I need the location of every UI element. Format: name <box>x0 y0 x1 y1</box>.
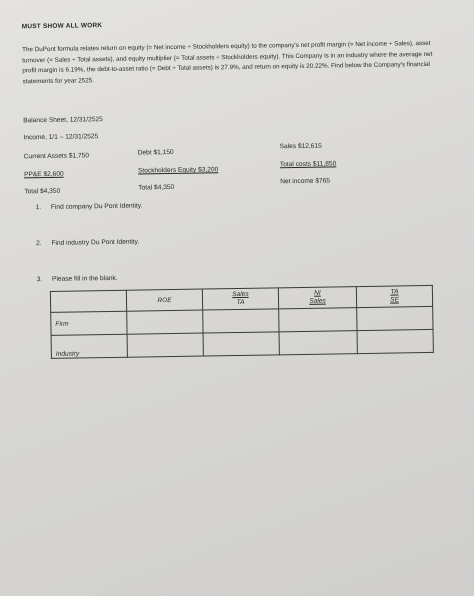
question-text: Find industry Du Pont Identity. <box>51 238 140 247</box>
question-number: 3. <box>36 276 43 284</box>
debt: Debt $1,150 <box>137 148 174 157</box>
ppe: PP&E $2,600 <box>23 170 64 179</box>
ni-over-sales-header <box>278 287 356 309</box>
sales: Sales $12,615 <box>279 142 322 151</box>
table-row <box>51 329 433 358</box>
fraction-numerator: NI <box>314 289 321 297</box>
blank-cell[interactable] <box>357 306 433 330</box>
fraction-denominator: TA <box>236 298 245 307</box>
fraction-denominator: SE <box>390 296 399 304</box>
total-liabilities-equity: Total $4,350 <box>138 183 175 192</box>
page-header: MUST SHOW ALL WORK <box>21 22 103 31</box>
income-statement-title: Income, 1/1 – 12/31/2525 <box>23 133 99 142</box>
blank-cell[interactable] <box>203 332 279 356</box>
blank-cell[interactable] <box>279 308 357 332</box>
blank-cell[interactable] <box>279 331 357 355</box>
blank-cell[interactable] <box>203 309 279 333</box>
sales-over-ta-header <box>202 288 278 310</box>
total-assets: Total $4,350 <box>24 187 61 196</box>
total-costs: Total costs $11,850 <box>279 160 337 169</box>
roe-header: ROE <box>126 289 202 311</box>
question-number: 2. <box>36 240 42 248</box>
question-1 <box>36 202 143 211</box>
dupont-fill-in-table <box>50 285 434 359</box>
problem-description: The DuPont formula relates return on equity (= Net income ÷ Stockholders equity) to the company's net profit margin (= Net income ÷ Sales), asset turnover (= Sales ÷ Total assets), and equity multiplier (= Total assets ÷ Stockholders equity). This Company is in an industry where the average net profit margin is 6.19%, the debt-to-asset ratio (= Debt ÷ Total assets) is 27.9%, and return on equity is 20.22%. Find below the Company's financial statements for year 2525. <box>22 39 433 85</box>
row-label-firm: Firm <box>51 311 127 335</box>
balance-sheet-title: Balance Sheet, 12/31/2525 <box>23 116 103 125</box>
question-number: 1. <box>35 204 42 212</box>
ta-over-se-header <box>356 285 432 307</box>
fraction-numerator: Sales <box>232 290 249 299</box>
question-text: Please fill in the blank. <box>51 274 118 283</box>
current-assets: Current Assets $1,750 <box>23 152 90 161</box>
question-2 <box>36 239 139 248</box>
fraction-numerator: TA <box>390 288 399 296</box>
net-income: Net income $765 <box>280 177 331 186</box>
blank-cell[interactable] <box>127 333 203 357</box>
question-3 <box>37 275 118 283</box>
stockholders-equity: Stockholders Equity $3,200 <box>137 166 219 175</box>
fraction-denominator: Sales <box>309 297 326 305</box>
blank-cell[interactable] <box>127 310 203 334</box>
question-text: Find company Du Pont Identity. <box>50 202 143 211</box>
table-corner-cell <box>50 290 126 312</box>
blank-cell[interactable] <box>357 329 433 353</box>
row-label-industry: Industry <box>51 334 127 358</box>
